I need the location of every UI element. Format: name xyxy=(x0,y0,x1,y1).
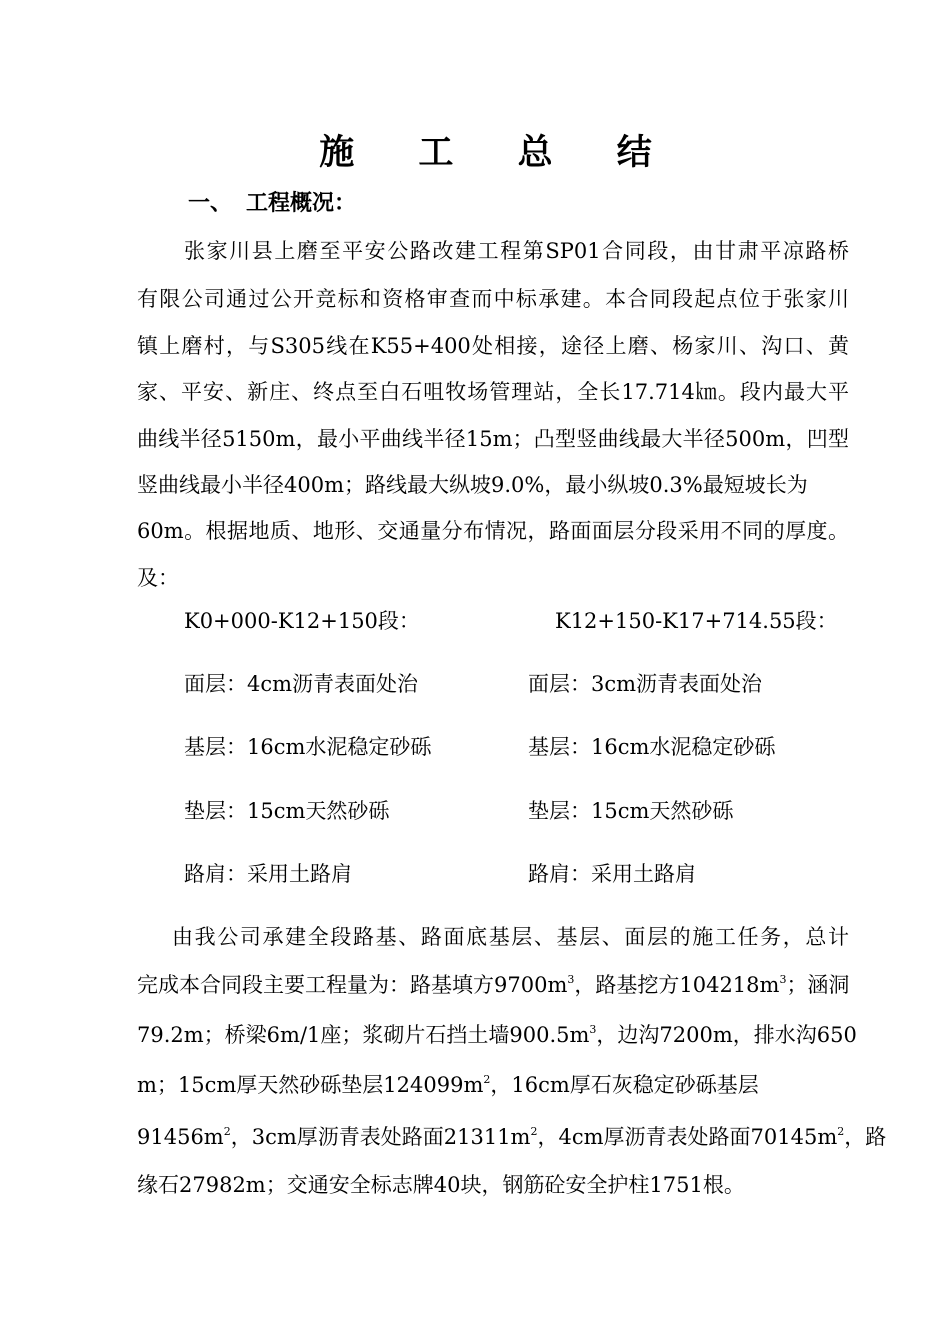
section-title: 工程概况： xyxy=(246,190,357,216)
text-run: ，16cm厚石灰稳定砂砾基层 xyxy=(490,1073,759,1097)
superscript: 2 xyxy=(483,1073,491,1086)
superscript: 3 xyxy=(779,973,787,986)
segment-left-row: 垫层：15cm天然砂砾 xyxy=(184,799,390,823)
paragraph-line: 60m。根据地质、地形、交通量分布情况，路面面层分段采用不同的厚度。 xyxy=(137,519,849,543)
paragraph-line xyxy=(137,1122,887,1152)
text-run: 79.2m；桥梁6m/1座；浆砌片石挡土墙900.5m xyxy=(137,1023,590,1047)
text-run: ；涵洞 xyxy=(786,973,850,997)
paragraph-line: 及： xyxy=(137,566,179,590)
segment-left-row: 基层：16cm水泥稳定砂砾 xyxy=(184,735,432,759)
section-heading xyxy=(188,185,356,221)
text-run: 91456m xyxy=(137,1125,224,1149)
paragraph-line xyxy=(137,1070,759,1100)
paragraph-line xyxy=(137,970,849,1000)
text-run: ，路 xyxy=(844,1125,887,1149)
paragraph-line: 曲线半径5150m，最小平曲线半径15m；凸型竖曲线最大半径500m，凹型 xyxy=(137,427,849,451)
superscript: 3 xyxy=(567,973,575,986)
paragraph-line: 张家川县上磨至平安公路改建工程第SP01合同段，由甘肃平凉路桥 xyxy=(184,239,849,263)
paragraph-line: 缘石27982m；交通安全标志牌40块，钢筋砼安全护柱1751根。 xyxy=(137,1173,745,1197)
superscript: 2 xyxy=(223,1125,231,1138)
text-run: ，路基挖方104218m xyxy=(574,973,780,997)
segment-right-row: 基层：16cm水泥稳定砂砾 xyxy=(528,735,776,759)
segment-right-header: K12+150-K17+714.55段： xyxy=(555,609,838,633)
text-run: ，边沟7200m，排水沟650 xyxy=(596,1023,857,1047)
text-run: ，3cm厚沥青表处路面21311m xyxy=(230,1125,531,1149)
segment-right-row: 垫层：15cm天然砂砾 xyxy=(528,799,734,823)
segment-right-row: 面层：3cm沥青表面处治 xyxy=(528,672,763,696)
paragraph-line: 家、平安、新庄、终点至白石咀牧场管理站，全长17.714㎞。段内最大平 xyxy=(137,380,849,404)
superscript: 3 xyxy=(589,1023,597,1036)
text-run: 完成本合同段主要工程量为：路基填方9700m xyxy=(137,973,568,997)
segment-left-row: 路肩：采用土路肩 xyxy=(184,862,352,886)
segment-left-header: K0+000-K12+150段： xyxy=(184,609,420,633)
segment-right-row: 路肩：采用土路肩 xyxy=(528,862,696,886)
page-title: 施 工 总 结 xyxy=(319,132,678,173)
paragraph-line: 竖曲线最小半径400m；路线最大纵坡9.0%，最小纵坡0.3%最短坡长为 xyxy=(137,473,808,497)
segment-left-row: 面层：4cm沥青表面处治 xyxy=(184,672,419,696)
paragraph-line: 有限公司通过公开竞标和资格审查而中标承建。本合同段起点位于张家川 xyxy=(137,287,849,311)
text-run: ，4cm厚沥青表处路面70145m xyxy=(537,1125,838,1149)
paragraph-line: 镇上磨村，与S305线在K55+400处相接，途径上磨、杨家川、沟口、黄 xyxy=(137,334,849,358)
superscript: 2 xyxy=(530,1125,538,1138)
superscript: 2 xyxy=(837,1125,845,1138)
paragraph-line xyxy=(137,1020,857,1050)
section-number: 一、 xyxy=(188,190,233,216)
paragraph-line: 由我公司承建全段路基、路面底基层、基层、面层的施工任务，总计 xyxy=(172,925,849,949)
text-run: m；15cm厚天然砂砾垫层124099m xyxy=(137,1073,484,1097)
